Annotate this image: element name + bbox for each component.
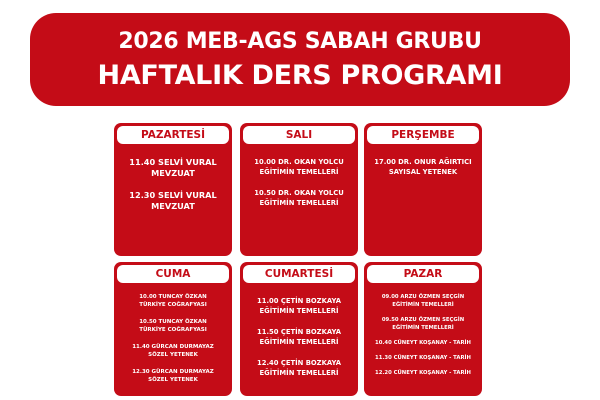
lesson-subject: MEVZUAT xyxy=(151,168,195,178)
lesson-time-teacher: 12.40 ÇETİN BOZKAYA xyxy=(256,359,341,367)
day-title: CUMA xyxy=(117,265,229,283)
day-title: PAZARTESİ xyxy=(117,126,229,144)
day-entries xyxy=(244,151,354,252)
lesson-entry xyxy=(244,158,354,177)
lesson-time-teacher: 12.30 GÜRCAN DURMAYAZ xyxy=(132,369,214,375)
day-entries xyxy=(244,290,354,392)
day-card-pazar xyxy=(364,262,482,396)
lesson-time-teacher: 11.50 ÇETİN BOZKAYA xyxy=(256,328,341,336)
lesson-subject: TÜRKİYE COĞRAFYASI xyxy=(139,327,207,333)
lesson-subject: SÖZEL YETENEK xyxy=(148,377,198,383)
lesson-time-teacher: 09.50 ARZU ÖZMEN SEÇGİN xyxy=(381,317,465,323)
lesson-entry xyxy=(244,189,354,208)
header-title-line2: HAFTALIK DERS PROGRAMI xyxy=(97,59,503,91)
day-entries xyxy=(368,151,478,252)
lesson-time-teacher: 10.50 TUNCAY ÖZKAN xyxy=(139,319,207,325)
lesson-time-teacher: 11.40 GÜRCAN DURMAYAZ xyxy=(132,344,214,350)
lesson-subject: MEVZUAT xyxy=(151,201,195,211)
header-banner xyxy=(30,13,570,106)
lesson-subject: SÖZEL YETENEK xyxy=(148,352,198,358)
day-entries xyxy=(118,290,228,392)
lesson-subject: TÜRKİYE COĞRAFYASI xyxy=(139,302,207,308)
lesson-entry xyxy=(118,157,228,179)
lesson-time-teacher: 11.30 CÜNEYT KOŞANAY - TARİH xyxy=(375,355,471,361)
lesson-time-teacher: 09.00 ARZU ÖZMEN SEÇGİN xyxy=(381,294,465,300)
lesson-entry xyxy=(244,297,354,316)
day-title: PERŞEMBE xyxy=(367,126,479,144)
day-title: CUMARTESİ xyxy=(243,265,355,283)
lesson-time-teacher: 11.40 SELVİ VURAL xyxy=(129,157,217,167)
lesson-subject: EĞİTİMİN TEMELLERİ xyxy=(259,306,339,315)
lesson-entry xyxy=(368,354,478,362)
day-card-pazartesi xyxy=(114,123,232,256)
lesson-entry xyxy=(244,328,354,347)
day-title: SALI xyxy=(243,126,355,144)
lesson-subject: EĞİTİMİN TEMELLERİ xyxy=(259,368,339,377)
lesson-entry xyxy=(118,318,228,334)
day-entries xyxy=(368,290,478,392)
lesson-time-teacher: 10.00 TUNCAY ÖZKAN xyxy=(139,294,207,300)
day-card-sali xyxy=(240,123,358,256)
lesson-subject: EĞİTİMİN TEMELLERİ xyxy=(392,325,454,331)
lesson-entry xyxy=(368,339,478,347)
lesson-subject: SAYISAL YETENEK xyxy=(388,167,458,176)
lesson-entry xyxy=(368,369,478,377)
lesson-subject: EĞİTİMİN TEMELLERİ xyxy=(259,198,339,207)
lesson-entry xyxy=(368,158,478,177)
lesson-subject: EĞİTİMİN TEMELLERİ xyxy=(392,302,454,308)
lesson-entry xyxy=(118,190,228,212)
lesson-time-teacher: 10.40 CÜNEYT KOŞANAY - TARİH xyxy=(375,340,471,346)
lesson-entry xyxy=(118,368,228,384)
lesson-entry xyxy=(118,343,228,359)
lesson-entry xyxy=(368,293,478,309)
lesson-entry xyxy=(118,293,228,309)
lesson-time-teacher: 12.20 CÜNEYT KOŞANAY - TARİH xyxy=(375,370,471,376)
day-card-persembe xyxy=(364,123,482,256)
lesson-time-teacher: 11.00 ÇETİN BOZKAYA xyxy=(256,297,341,305)
day-card-cumartesi xyxy=(240,262,358,396)
lesson-subject: EĞİTİMİN TEMELLERİ xyxy=(259,337,339,346)
lesson-time-teacher: 12.30 SELVİ VURAL xyxy=(129,190,217,200)
lesson-subject: EĞİTİMİN TEMELLERİ xyxy=(259,167,339,176)
day-card-cuma xyxy=(114,262,232,396)
lesson-time-teacher: 10.00 DR. OKAN YOLCU xyxy=(254,158,344,166)
lesson-entry xyxy=(368,316,478,332)
day-entries xyxy=(118,151,228,252)
lesson-entry xyxy=(244,359,354,378)
header-title-line1: 2026 MEB-AGS SABAH GRUBU xyxy=(118,28,482,54)
day-title: PAZAR xyxy=(367,265,479,283)
lesson-time-teacher: 10.50 DR. OKAN YOLCU xyxy=(254,189,344,197)
lesson-time-teacher: 17.00 DR. ONUR AĞIRTICI xyxy=(374,158,472,166)
